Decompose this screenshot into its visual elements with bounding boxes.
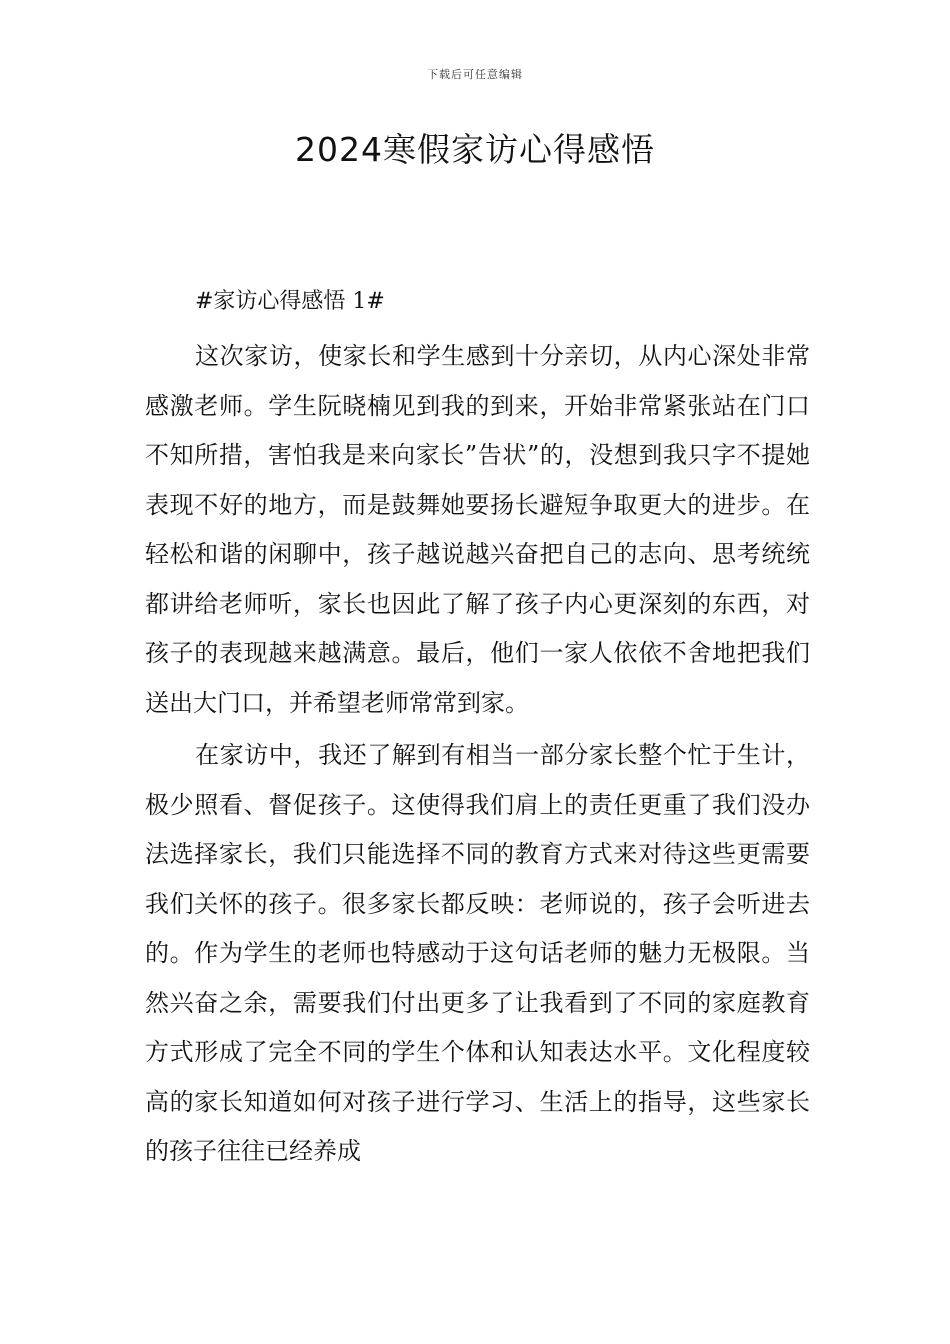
page-header-note: 下载后可任意编辑: [427, 68, 523, 81]
paragraph-1: 这次家访，使家长和学生感到十分亲切，从内心深处非常感激老师。学生阮晓楠见到我的到来，开始非常紧张站在门口不知所措，害怕我是来向家长”告状”的，没想到我只字不提她表现不好的地方，而是鼓舞她要扬长避短争取更大的进步。在轻松和谐的闲聊中，孩子越说越兴奋把自己的志向、思考统统都讲给老师听，家长也因此了解了孩子内心更深刻的东西，对孩子的表现越来越满意。最后，他们一家人依依不舍地把我们送出大门口，并希望老师常常到家。: [145, 342, 810, 717]
document-title: 2024寒假家访心得感悟: [295, 130, 655, 169]
section-heading: #家访心得感悟 1#: [195, 289, 385, 314]
paragraph-2: 在家访中，我还了解到有相当一部分家长整个忙于生计，极少照看、督促孩子。这使得我们肩上的责任更重了我们没办法选择家长，我们只能选择不同的教育方式来对待这些更需要我们关怀的孩子。很多家长都反映：老师说的，孩子会听进去的。作为学生的老师也特感动于这句话老师的魅力无极限。当然兴奋之余，需要我们付出更多了让我看到了不同的家庭教育方式形成了完全不同的学生个体和认知表达水平。文化程度较高的家长知道如何对孩子进行学习、生活上的指导，这些家长的孩子往往已经养成: [145, 741, 810, 1165]
document-body: [145, 282, 810, 1180]
